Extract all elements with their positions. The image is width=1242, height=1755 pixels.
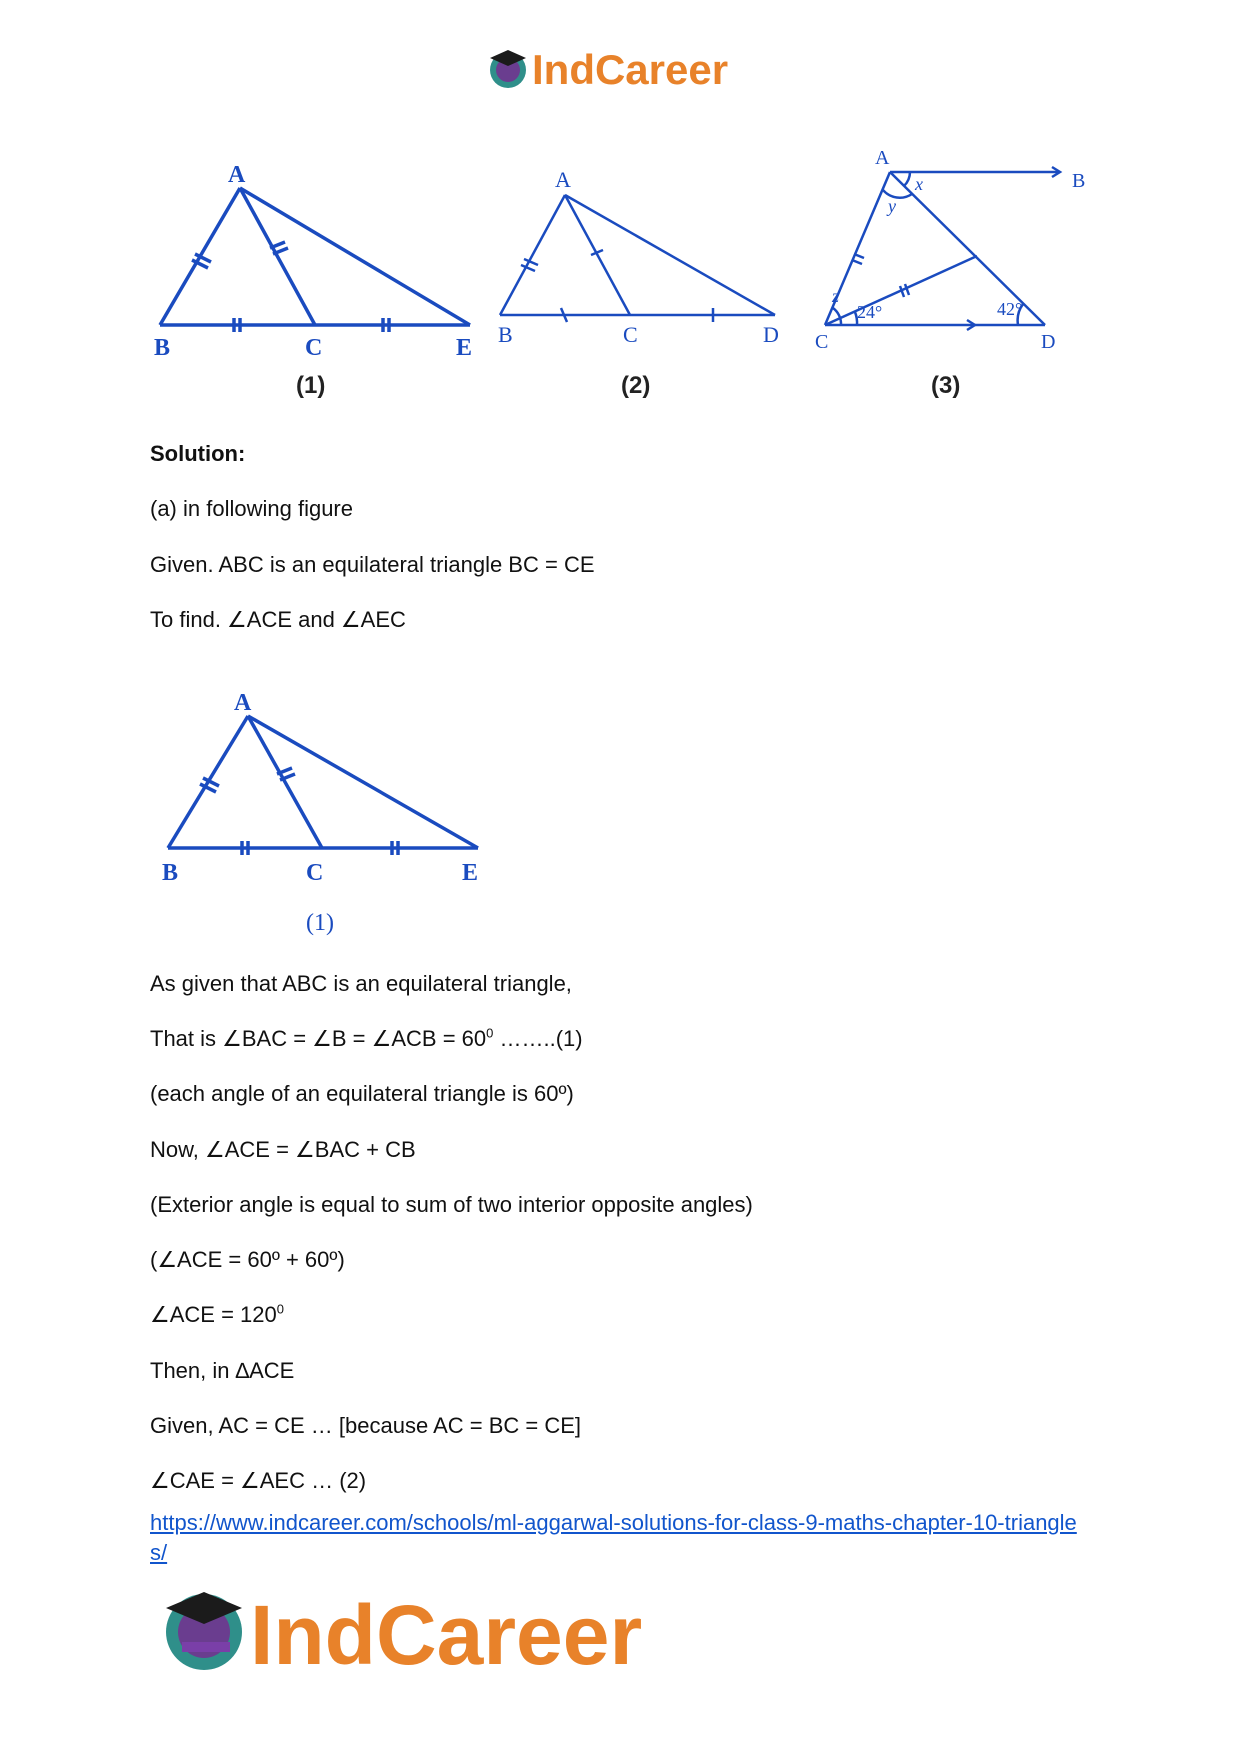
fig3-label-a: A — [875, 150, 890, 169]
fig2-label-d: D — [763, 322, 779, 347]
text-line-6: (each angle of an equilateral triangle is 60º) — [150, 1081, 574, 1106]
fig2-label-b: B — [498, 322, 513, 347]
fig2-caption: (2) — [621, 372, 651, 399]
fig1r-caption: (1) — [306, 910, 334, 936]
text-line-4: As given that ABC is an equilateral triangle, — [150, 971, 572, 996]
brand-name-bottom: IndCareer — [250, 1588, 643, 1678]
fig1r-label-a: A — [234, 690, 252, 716]
text-line-12: Given, AC = CE … [because AC = BC = CE] — [150, 1413, 582, 1438]
graduation-cap-globe-icon — [166, 1592, 242, 1670]
text-line-10 — [150, 1301, 284, 1329]
figure-3 — [815, 150, 1095, 410]
brand-name: IndCareer — [532, 46, 729, 93]
text-line-10-main: ∠ACE = 120 — [150, 1302, 277, 1327]
text-line-8: (Exterior angle is equal to sum of two interior opposite angles) — [150, 1192, 753, 1217]
figure-1 — [150, 150, 480, 410]
text-line-5-sup: 0 — [486, 1025, 494, 1041]
fig2-label-c: C — [623, 322, 638, 347]
fig1r-label-c: C — [306, 860, 324, 886]
fig1-label-e: E — [456, 335, 473, 361]
fig1-label-b: B — [154, 335, 171, 361]
fig3-label-c: C — [815, 331, 829, 353]
text-line-5-main: That is ∠BAC = ∠B = ∠ACB = 60 — [150, 1026, 487, 1051]
fig3-angle-y: y — [888, 196, 896, 216]
text-line-1: (a) in following figure — [150, 496, 353, 521]
fig3-angle-24: 24° — [857, 302, 883, 322]
brand-logo-top — [486, 40, 776, 96]
fig1-label-c: C — [305, 335, 323, 361]
text-line-5-end: ……..(1) — [493, 1026, 583, 1051]
graduation-cap-globe-icon — [490, 50, 526, 88]
text-line-7: Now, ∠ACE = ∠BAC + CB — [150, 1137, 416, 1162]
text-line-9: (∠ACE = 60º + 60º) — [150, 1247, 345, 1272]
figure-row — [150, 150, 1100, 410]
fig1r-label-b: B — [162, 860, 179, 886]
fig3-angle-42: 42° — [997, 299, 1023, 319]
figure-1-repeat — [150, 680, 490, 950]
figure-2 — [495, 150, 785, 410]
fig3-caption: (3) — [931, 372, 961, 399]
text-line-10-sup: 0 — [276, 1301, 284, 1317]
solution-heading: Solution: — [150, 441, 246, 466]
fig1-label-a: A — [228, 162, 246, 188]
text-line-3: To find. ∠ACE and ∠AEC — [150, 607, 406, 632]
fig2-label-a: A — [555, 167, 571, 192]
text-line-5 — [150, 1025, 583, 1053]
fig3-label-d: D — [1041, 331, 1056, 353]
source-link[interactable]: https://www.indcareer.com/schools/ml-aggarwal-solutions-for-class-9-maths-chapter-10-triangles/ — [150, 1510, 1077, 1565]
fig3-angle-z: z — [832, 286, 840, 306]
text-line-11: Then, in ∆ACE — [150, 1358, 295, 1383]
text-line-2: Given. ABC is an equilateral triangle BC = CE — [150, 552, 595, 577]
fig1r-label-e: E — [462, 860, 479, 886]
brand-logo-bottom — [160, 1578, 720, 1678]
fig1-caption: (1) — [296, 372, 326, 399]
text-line-13: ∠CAE = ∠AEC … (2) — [150, 1468, 367, 1493]
fig3-label-b: B — [1072, 170, 1086, 192]
fig3-angle-x: x — [915, 174, 923, 194]
